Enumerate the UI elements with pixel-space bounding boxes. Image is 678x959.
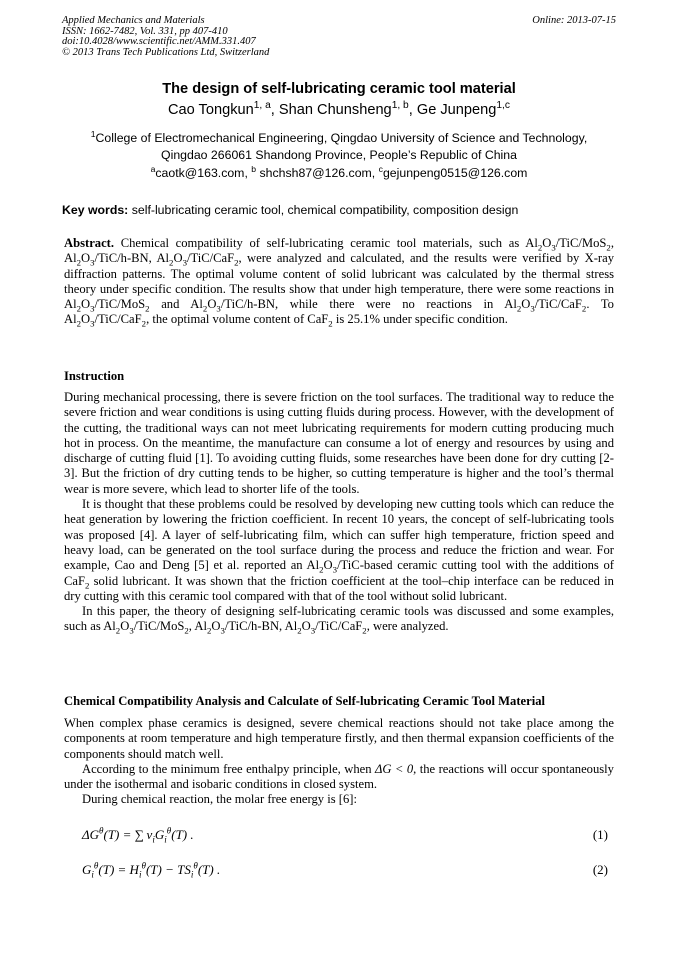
inequality: ΔG < 0 — [374, 761, 414, 776]
journal-name: Applied Mechanics and Materials — [62, 15, 205, 26]
paragraph: When complex phase ceramics is designed, severe chemical reactions should not take place among the components at room temperature and high temperature firstly, and then thermal expansion coefficients of the components should match well. — [64, 716, 614, 761]
paragraph-text: According to the minimum free enthalpy principle, when — [82, 761, 372, 776]
abstract-text: were analyzed and calculated, and the results were verified by X-ray diffraction patterns. The optimal volume content of solid lubricant was calculated by the thermal stress theory under specific condition. The results show that under high temperature, there were some reactions in — [64, 251, 615, 296]
abstract-label: Abstract. — [64, 236, 115, 250]
email-address: shchsh87@126.com — [259, 166, 372, 180]
email-sup: b — [251, 163, 257, 174]
affiliation-line: College of Electromechanical Engineering, Qingdao University of Science and Technology, — [95, 131, 588, 145]
paper-title: The design of self-lubricating ceramic tool material — [162, 81, 516, 97]
doi-line: doi:10.4028/www.scientific.net/AMM.331.407 — [62, 36, 256, 47]
paragraph-text: In this paper, the theory of designing self-lubricating ceramic tools was discussed and some examples, such as — [64, 604, 614, 634]
equation-body: $\Delta G^\theta(T)$ = ∑ $v_iG_i^\theta(T)$ . — [82, 825, 194, 845]
email-address: gejunpeng0515@126.com — [382, 166, 528, 180]
section-heading-chemical-compatibility: Chemical Compatibility Analysis and Calculate of Self-lubricating Ceramic Tool Material — [64, 694, 545, 708]
equation-2 — [82, 862, 608, 878]
paragraph: During mechanical processing, there is severe friction on the tool surfaces. The traditional way to reduce the severe friction and wear conditions is using cutting fluids during process. However, with the development of the cutting, the traditional ways can not meet lubricating requirements for modern cutting producing much hot in process. On the meantime, the manufacture can consume a lot of energy and resources by using and discharge of cutting fluid [1]. To avoiding cutting fluids, some researches have been done for dry cutting [2-3]. But the friction of dry cutting tends to be higher, so cutting temperature is higher and the tool’s thermal wear is more severe, which lead to shorter life of the tools. — [64, 390, 614, 496]
author-sup: 1,c — [496, 100, 511, 112]
affiliation-sup: 1 — [90, 128, 96, 139]
author-name: Shan Chunsheng — [278, 102, 392, 118]
paragraph: It is thought that these problems could be resolved by developing new cutting tools which can reduce the heat generation by lowering the friction coefficient. In recent 10 years, the concept of self-lubricating tools was proposed [4]. A layer of self-lubricating film, which can suffer high temperature, friction speed and heavy load, can be generated on the tool surface during the process and reduce the friction and wear. For example, Cao and Deng [5] et al. reported an $Al_2O_3/TiC$-based ceramic cutting tool with the additions of CaF$_2$ solid lubricant. It was shown that the friction coefficient at the tool–chip interface can be reduced in dry cutting with this ceramic tool compared with that of the tool without solid lubricant. — [64, 497, 614, 603]
equation-1 — [82, 827, 608, 843]
author-list: Cao Tongkun$^{1, a}$, Shan Chunsheng$^{1, b}$, Ge Junpeng$^{1,c}$ — [167, 100, 511, 118]
abstract-text: Chemical compatibility of self-lubricating ceramic tool materials, such as — [120, 236, 520, 250]
abstract-text: the optimal volume content of CaF — [152, 312, 329, 327]
paragraph-text: -based ceramic cutting tool with the additions of CaF — [64, 558, 614, 588]
online-date: Online: 2013-07-15 — [532, 15, 616, 26]
chemical-compatibility-section — [64, 716, 614, 808]
abstract-text: while there were no reactions in — [289, 297, 494, 312]
equation-number: (2) — [592, 862, 608, 877]
affiliation — [0, 130, 678, 164]
copyright-line: © 2013 Trans Tech Publications Ltd, Switzerland — [62, 46, 270, 58]
email-sup: c — [378, 163, 383, 174]
paragraph-text: solid lubricant. It was shown that the friction coefficient at the tool–chip interface can be reduced in dry cutting with this ceramic tool compared with that of the tool without solid lubricant. — [64, 573, 614, 603]
issn-line: ISSN: 1662-7482, Vol. 331, pp 407-410 — [62, 25, 228, 37]
journal-header — [62, 16, 616, 58]
equation-body: $G_i^\theta(T) = H_i^\theta(T) - TS_i^\theta(T)$ . — [82, 860, 221, 880]
paragraph: In this paper, the theory of designing self-lubricating ceramic tools was discussed and some examples, such as $Al_2O_3/TiC/MoS_2$, $Al_2O_3/TiC/h-BN$, $Al_2O_3/TiC/CaF_2$, were analyzed. — [64, 604, 614, 636]
email-address: caotk@163.com — [155, 166, 245, 180]
email-sup: a — [150, 163, 156, 174]
keywords — [62, 203, 622, 217]
keywords-text: self-lubricating ceramic tool, chemical compatibility, composition design — [131, 203, 519, 217]
affiliation-line: Qingdao 266061 Shandong Province, People’s Republic of China — [161, 148, 517, 162]
abstract-text: To — [600, 297, 614, 312]
abstract-text: is 25.1% under specific condition. — [335, 312, 508, 327]
author-sup: 1, b — [391, 100, 409, 112]
abstract: Abstract. Chemical compatibility of self-lubricating ceramic tool materials, such as $Al_2O_3/TiC/MoS_2$, $Al_2O_3/TiC/h-BN$, $Al_2O_3/TiC/CaF_2$, were analyzed and calculated, and the results were verified by X-ray diffraction patterns. The optimal volume content of solid lubricant was calculated by the thermal stress theory under specific condition. The results show that under high temperature, there were some reactions in $Al_2O_3/TiC/MoS_2$ and $Al_2O_3/TiC/h-BN$, while there were no reactions in $Al_2O_3/TiC/CaF_2$. To $Al_2O_3/TiC/CaF_2$, the optimal volume content of CaF$_2$ is 25.1% under specific condition. — [64, 236, 615, 329]
paragraph-text: It is thought that these problems could be resolved by developing new cutting tools which can reduce the heat generation by lowering the friction coefficient. In recent 10 years, the concept of self-lubricating tools was proposed [4]. A layer of self-lubricating film, which can suffer high temperature, friction speed and heavy load, can be generated on the tool surface during the process and reduce the friction and wear. For example, Cao and Deng [5] et al. reported an — [64, 497, 614, 573]
introduction-section — [64, 390, 614, 635]
paragraph — [64, 762, 614, 793]
author-name: Ge Junpeng — [416, 102, 497, 118]
author-name: Cao Tongkun — [167, 102, 254, 118]
equation-number: (1) — [592, 827, 608, 842]
author-sup: 1, a — [253, 100, 271, 112]
section-heading-instruction: Instruction — [64, 369, 125, 383]
paragraph-text: were analyzed. — [373, 619, 449, 634]
email-list: $^a$caotk@163.com, $^b$ shchsh87@126.com, $^c$gejunpeng0515@126.com — [150, 163, 528, 180]
keywords-label: Key words: — [62, 203, 129, 217]
paragraph: During chemical reaction, the molar free energy is [6]: — [82, 792, 357, 807]
paragraph-text: , the reactions will occur spontaneously under the isothermal and isobaric conditions in closed system. — [64, 761, 614, 792]
